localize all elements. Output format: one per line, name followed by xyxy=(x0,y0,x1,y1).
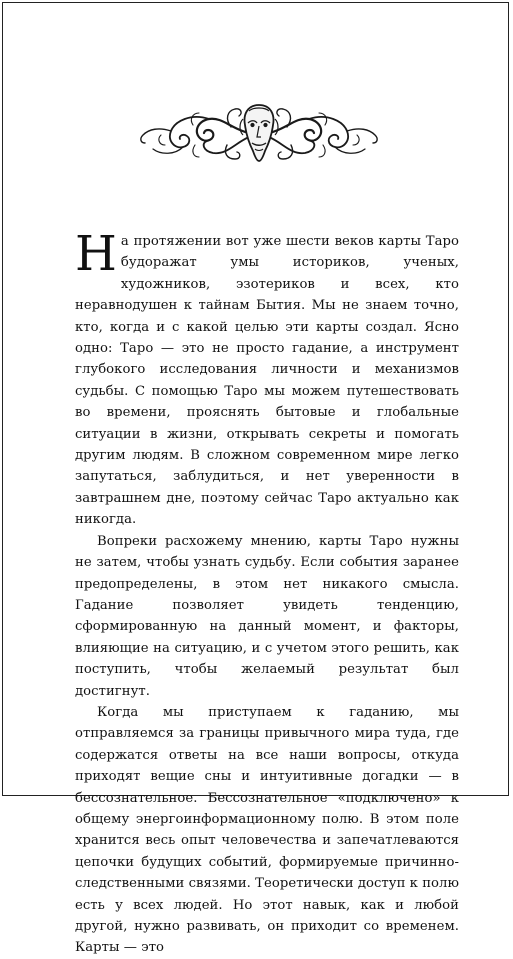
main-text xyxy=(75,226,459,959)
paragraph-1-text: а протяжении вот уже шести веков карты Таро будоражат умы историков, ученых, художников, эзотериков и всех, кто неравнодушен к тайнам Бытия. Мы не знаем точно, кто, когда и с какой целью эти карты создал. Ясно одно: Таро — это не просто гадание, а инструмент глубокого исследования личности и механизмов судьбы. С помощью Таро мы можем путешествовать во времени, прояснять бытовые и глобальные ситуации в жизни, открывать секреты и помогать другим людям. В сложном современном мире легко запутаться, заблудиться, и нет уверенности в завтрашнем дне, поэтому сейчас Таро актуально как никогда. xyxy=(75,234,459,528)
baroque-mask-scroll-ornament-icon xyxy=(131,99,387,167)
paragraph-3: Когда мы приступаем к гаданию, мы отправляемся за границы привычного мира туда, где содержатся ответы на все наши вопросы, откуда приходят вещие сны и интуитивные догадки — в бессознательное. Бессознательное «подключено» к общему энергоинформационному полю. В этом поле хранится весь опыт человечества и запечатлеваются цепочки будущих событий, формируемые причинно-следственными связями. Теоретически доступ к полю есть у всех людей. Но этот навык, как и любой другой, нужно развивать, он приходит со временем. Карты — это xyxy=(75,704,459,956)
drop-cap: Н xyxy=(75,226,117,282)
book-page xyxy=(2,2,509,956)
paragraph-2: Вопреки расхожему мнению, карты Таро нужны не затем, чтобы узнать судьбу. Если события заранее предопределены, в этом нет никакого смысла. Гадание позволяет увидеть тенденцию, сформированную на данный момент, и факторы, влияющие на ситуацию, и с учетом этого решить, как поступить, чтобы желаемый результат был достигнут. xyxy=(75,533,459,699)
paragraph-1 xyxy=(75,226,459,531)
